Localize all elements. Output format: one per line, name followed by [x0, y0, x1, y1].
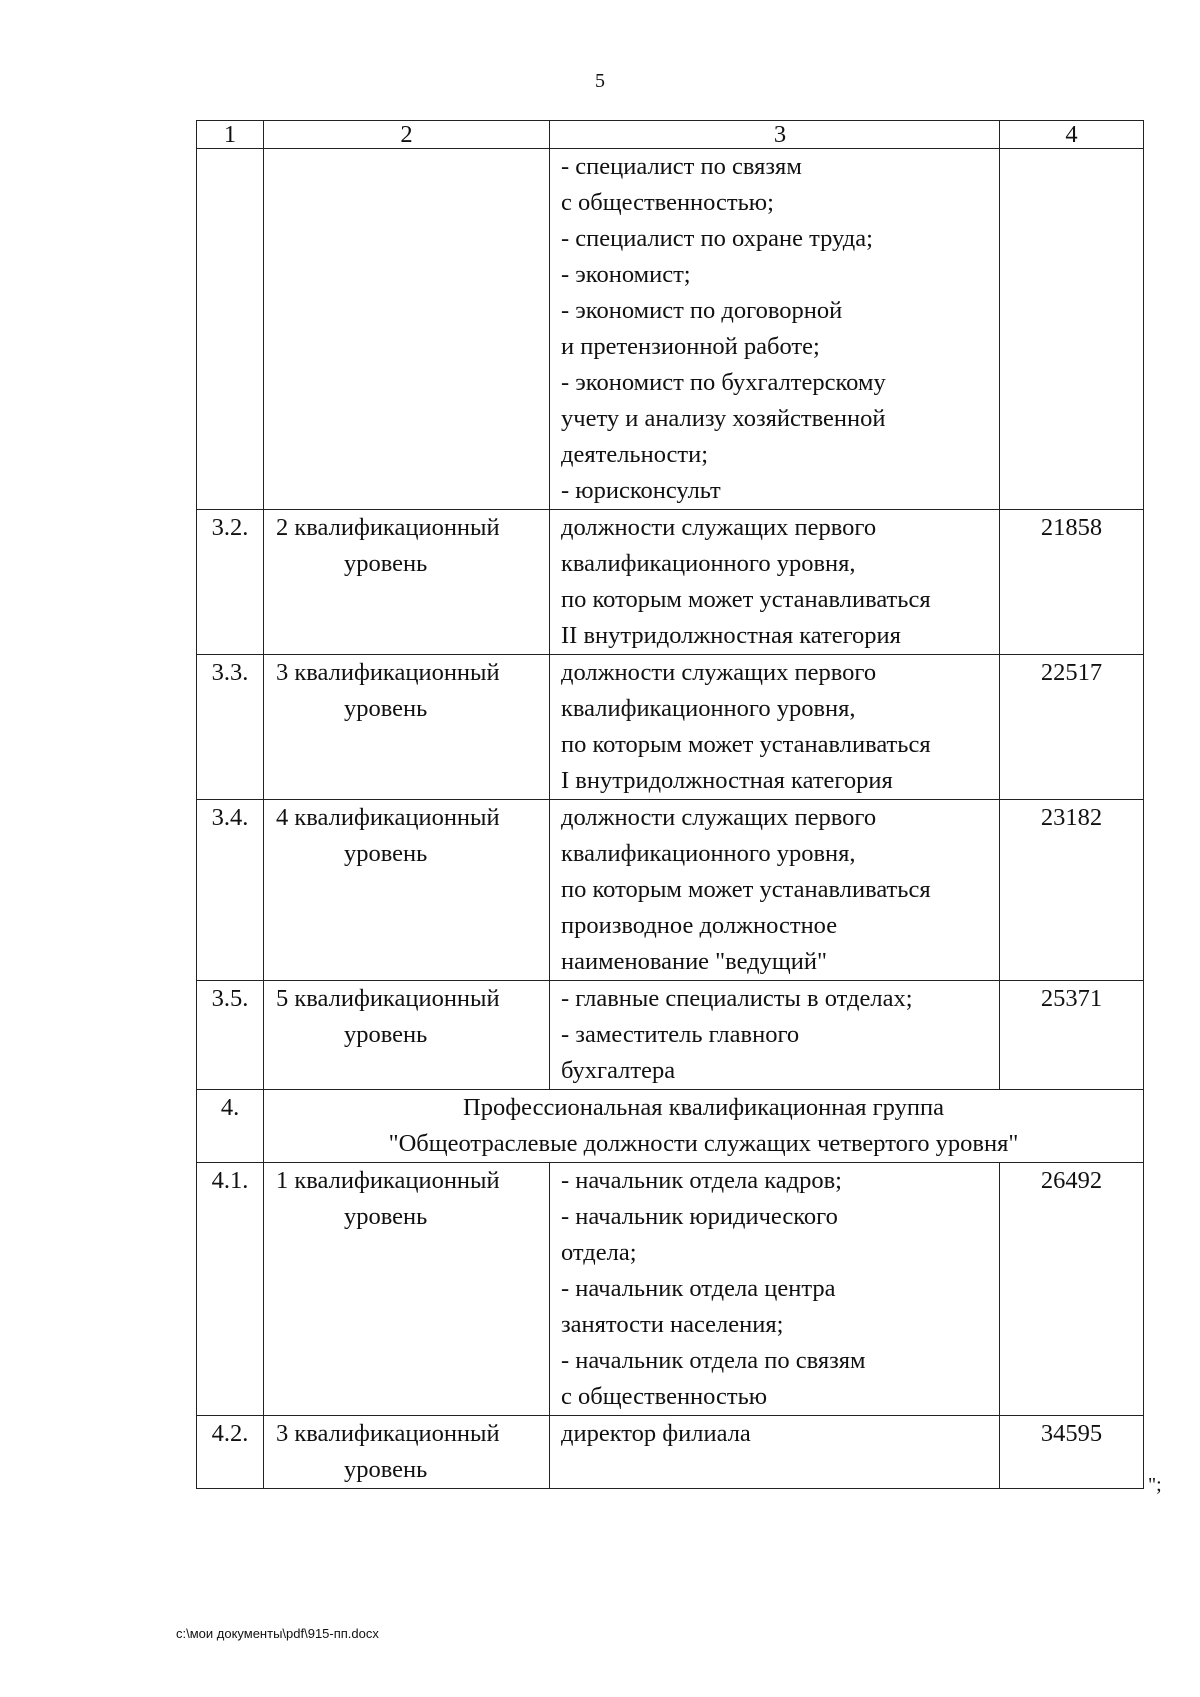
position-line: по которым может устанавливаться — [561, 586, 931, 613]
closing-quote-mark: "; — [1148, 1474, 1162, 1496]
cell-level — [264, 655, 550, 800]
position-line: квалификационного уровня, — [561, 550, 856, 577]
header-col-4: 4 — [1000, 121, 1144, 149]
cell-salary: 23182 — [1000, 800, 1144, 981]
table-row — [197, 510, 1144, 655]
position-line: - начальник отдела по связям — [561, 1347, 866, 1374]
table-header-row — [197, 121, 1144, 149]
group-title-line: Профессиональная квалификационная группа — [463, 1094, 944, 1121]
footer-file-path: c:\мои документы\pdf\915-пп.docx — [176, 1626, 379, 1641]
position-line: квалификационного уровня, — [561, 695, 856, 722]
level-label: уровень — [344, 1021, 428, 1048]
position-line: - экономист по договорной — [561, 297, 843, 324]
position-line: производное должностное — [561, 912, 838, 939]
position-line: по которым может устанавливаться — [561, 876, 931, 903]
table-row — [197, 1416, 1144, 1489]
position-line: - специалист по охране труда; — [561, 225, 873, 252]
cell-num — [197, 149, 264, 510]
position-line: и претензионной работе; — [561, 333, 820, 360]
cell-num: 3.2. — [197, 510, 264, 655]
position-line: - экономист по бухгалтерскому — [561, 369, 886, 396]
cell-level — [264, 149, 550, 510]
position-line: бухгалтера — [561, 1057, 676, 1084]
position-line: II внутридолжностная категория — [561, 622, 901, 649]
header-col-1: 1 — [197, 121, 264, 149]
position-line: деятельности; — [561, 441, 709, 468]
level-label: 5 квалификационный — [276, 985, 500, 1012]
page-number: 5 — [595, 70, 605, 92]
cell-positions — [550, 981, 1000, 1090]
position-line: - экономист; — [561, 261, 691, 288]
table-row — [197, 1163, 1144, 1416]
header-col-3: 3 — [550, 121, 1000, 149]
cell-num: 4.1. — [197, 1163, 264, 1416]
table-row — [197, 981, 1144, 1090]
position-line: занятости населения; — [561, 1311, 784, 1338]
cell-num: 4.2. — [197, 1416, 264, 1489]
position-line: по которым может устанавливаться — [561, 731, 931, 758]
position-line: - начальник юридического — [561, 1203, 838, 1230]
position-line: квалификационного уровня, — [561, 840, 856, 867]
level-label: уровень — [344, 840, 428, 867]
position-line: - юрисконсульт — [561, 477, 721, 504]
cell-level — [264, 1416, 550, 1489]
cell-salary: 34595 — [1000, 1416, 1144, 1489]
table-row — [197, 655, 1144, 800]
level-label: 3 квалификационный — [276, 659, 500, 686]
position-line: наименование "ведущий" — [561, 948, 827, 975]
position-line: директор филиала — [561, 1420, 751, 1447]
level-label: 1 квалификационный — [276, 1167, 500, 1194]
position-line: должности служащих первого — [561, 659, 877, 686]
cell-positions — [550, 1416, 1000, 1489]
cell-positions — [550, 510, 1000, 655]
level-label: уровень — [344, 1203, 428, 1230]
cell-num: 3.3. — [197, 655, 264, 800]
cell-salary — [1000, 149, 1144, 510]
cell-level — [264, 510, 550, 655]
group-title-line: "Общеотраслевые должности служащих четвертого уровня" — [388, 1130, 1019, 1157]
position-line: - начальник отдела кадров; — [561, 1167, 842, 1194]
position-line: - заместитель главного — [561, 1021, 800, 1048]
cell-salary: 25371 — [1000, 981, 1144, 1090]
cell-num: 3.4. — [197, 800, 264, 981]
cell-positions — [550, 800, 1000, 981]
level-label: уровень — [344, 1456, 428, 1483]
cell-salary: 22517 — [1000, 655, 1144, 800]
cell-positions — [550, 149, 1000, 510]
cell-level — [264, 800, 550, 981]
level-label: 2 квалификационный — [276, 514, 500, 541]
position-line: отдела; — [561, 1239, 637, 1266]
table-row — [197, 800, 1144, 981]
group-row — [197, 1090, 1144, 1163]
level-label: уровень — [344, 550, 428, 577]
header-col-2: 2 — [264, 121, 550, 149]
position-line: I внутридолжностная категория — [561, 767, 893, 794]
level-label: 3 квалификационный — [276, 1420, 500, 1447]
position-line: с общественностью — [561, 1383, 768, 1410]
cell-positions — [550, 655, 1000, 800]
cell-level — [264, 1163, 550, 1416]
position-line: с общественностью; — [561, 189, 774, 216]
position-line: - начальник отдела центра — [561, 1275, 836, 1302]
table-row — [197, 149, 1144, 510]
position-line: учету и анализу хозяйственной — [561, 405, 886, 432]
position-line: должности служащих первого — [561, 514, 877, 541]
group-num: 4. — [197, 1090, 264, 1163]
cell-positions — [550, 1163, 1000, 1416]
cell-num: 3.5. — [197, 981, 264, 1090]
position-line: должности служащих первого — [561, 804, 877, 831]
salary-table — [196, 120, 1144, 1489]
cell-level — [264, 981, 550, 1090]
position-line: - специалист по связям — [561, 153, 802, 180]
group-title — [264, 1090, 1144, 1163]
cell-salary: 21858 — [1000, 510, 1144, 655]
level-label: уровень — [344, 695, 428, 722]
level-label: 4 квалификационный — [276, 804, 500, 831]
position-line: - главные специалисты в отделах; — [561, 985, 913, 1012]
cell-salary: 26492 — [1000, 1163, 1144, 1416]
